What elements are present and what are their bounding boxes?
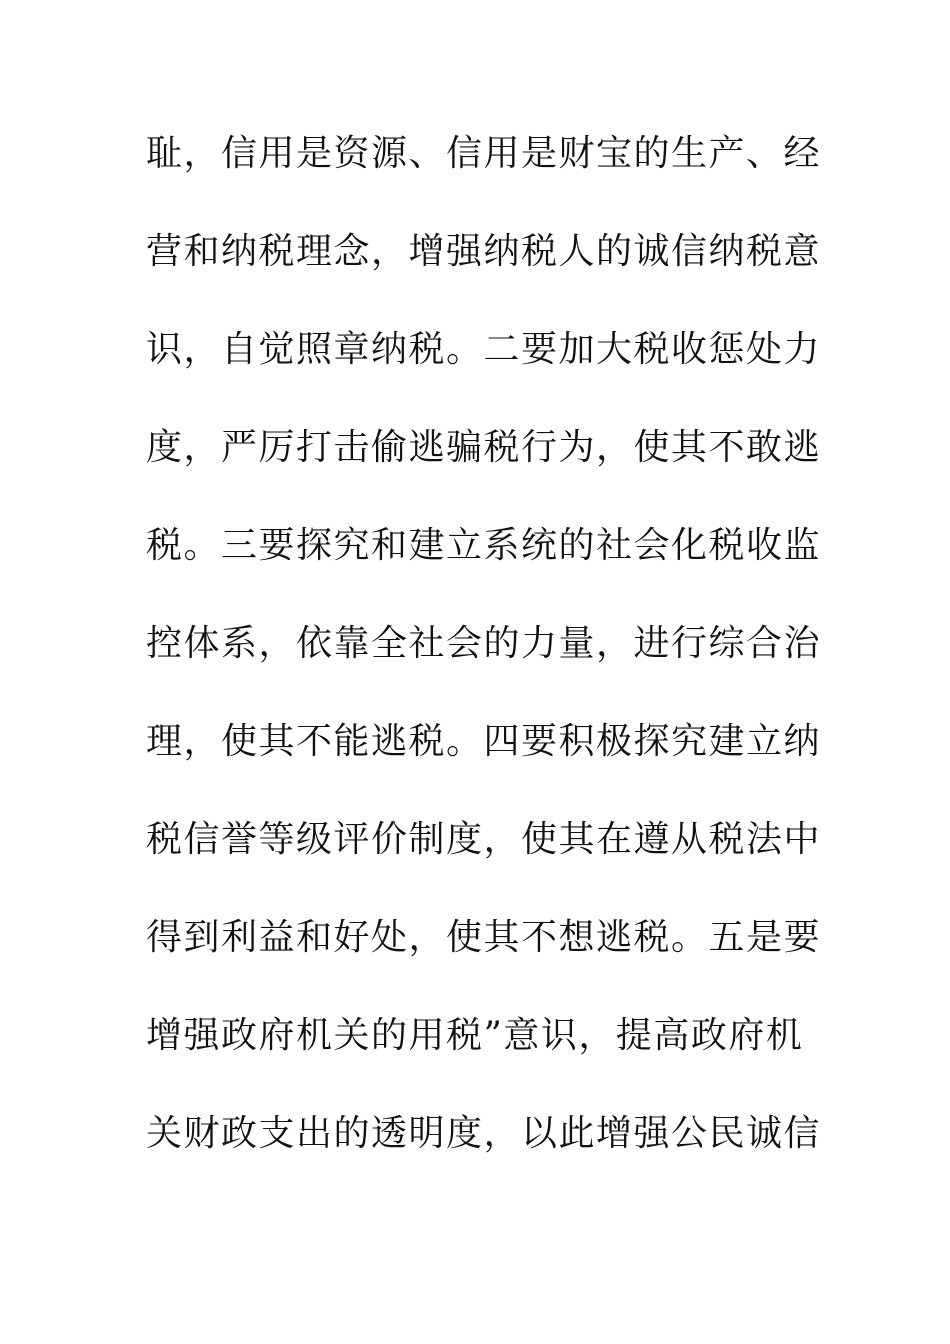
text-line: 识，自觉照章纳税。二要加大税收惩处力 [146, 329, 822, 370]
text-line: 控体系，依靠全社会的力量，进行综合治 [146, 623, 822, 664]
text-line: 增强政府机关的用税”意识，提高政府机 [146, 1015, 804, 1056]
text-line: 税信誉等级评价制度，使其在遵从税法中 [146, 819, 822, 860]
text-line: 得到利益和好处，使其不想逃税。五是要 [146, 917, 822, 958]
text-line: 理，使其不能逃税。四要积极探究建立纳 [146, 721, 822, 762]
text-line: 营和纳税理念，增强纳税人的诚信纳税意 [146, 231, 822, 272]
text-line: 关财政支出的透明度，以此增强公民诚信 [146, 1113, 822, 1154]
text-line: 耻，信用是资源、信用是财宝的生产、经 [146, 133, 822, 174]
text-line: 度，严厉打击偷逃骗税行为，使其不敢逃 [146, 427, 822, 468]
body-text [146, 124, 822, 1202]
text-line: 税。三要探究和建立系统的社会化税收监 [146, 525, 822, 566]
